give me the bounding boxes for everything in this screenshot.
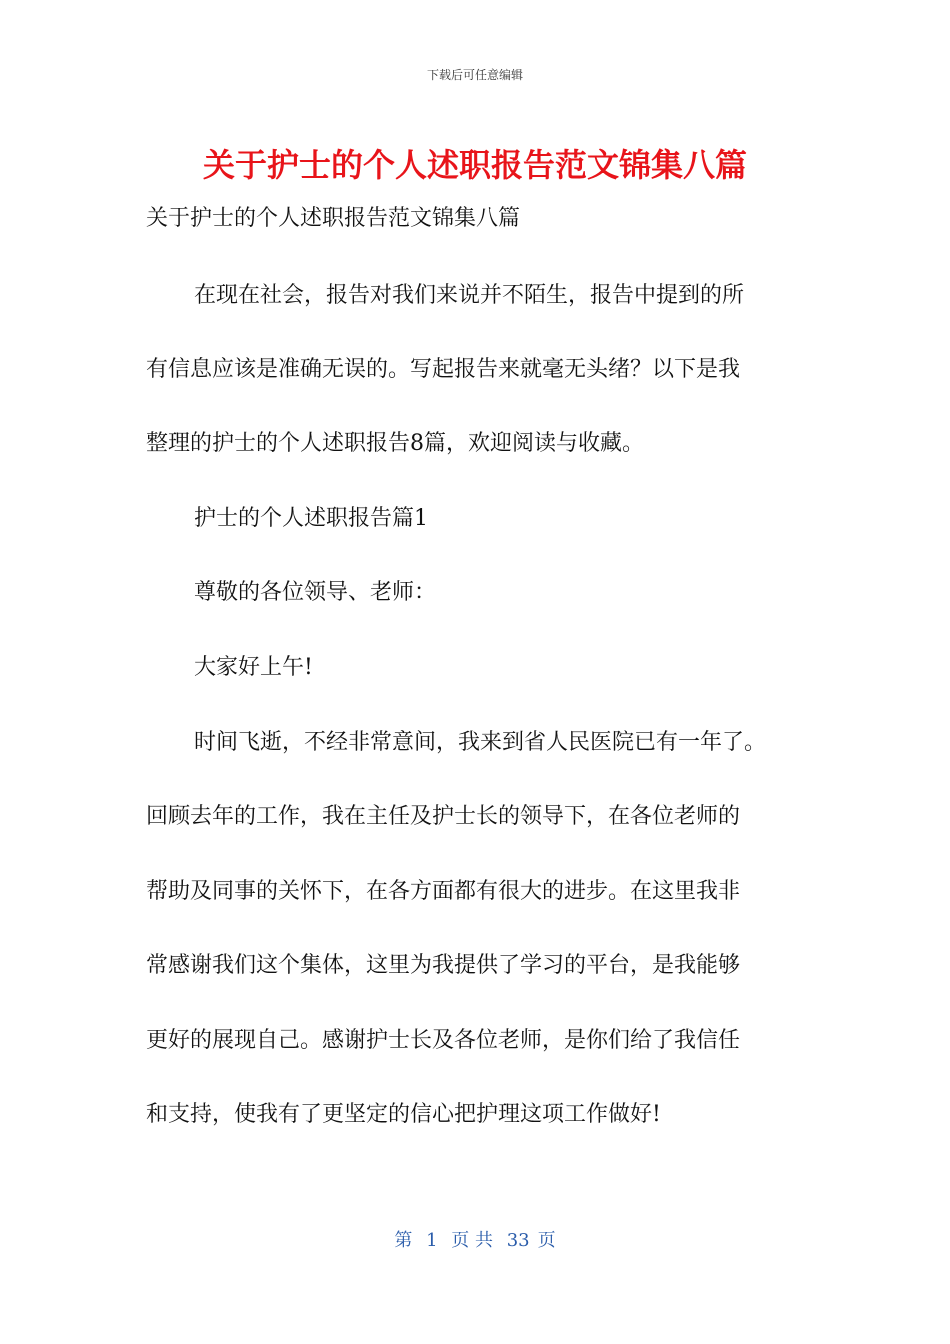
current-page-number: 1 [426, 1230, 438, 1251]
paragraph-line: 回顾去年的工作，我在主任及护士长的领导下，在各位老师的 [146, 804, 741, 829]
total-pages-number: 33 [506, 1230, 530, 1251]
paragraph-line: 在现在社会，报告对我们来说并不陌生，报告中提到的所 [194, 283, 745, 308]
paragraph-line: 更好的展现自己。感谢护士长及各位老师，是你们给了我信任 [146, 1028, 741, 1053]
document-title: 关于护士的个人述职报告范文锦集八篇 [202, 146, 747, 184]
footer-prefix: 第 [394, 1230, 413, 1251]
document-subtitle: 关于护士的个人述职报告范文锦集八篇 [146, 206, 521, 231]
paragraph-line: 常感谢我们这个集体，这里为我提供了学习的平台，是我能够 [146, 953, 741, 978]
paragraph-line: 整理的护士的个人述职报告8篇，欢迎阅读与收藏。 [146, 431, 644, 456]
footer-middle: 页 共 [451, 1230, 493, 1251]
paragraph-line: 时间飞逝，不经非常意间，我来到省人民医院已有一年了。 [194, 730, 767, 755]
greeting: 大家好上午! [194, 655, 313, 680]
paragraph-line: 和支持，使我有了更坚定的信心把护理这项工作做好! [146, 1102, 661, 1127]
salutation: 尊敬的各位领导、老师： [194, 580, 437, 605]
footer-suffix: 页 [537, 1230, 556, 1251]
section-heading: 护士的个人述职报告篇1 [194, 506, 428, 531]
paragraph-line: 帮助及同事的关怀下，在各方面都有很大的进步。在这里我非 [146, 879, 741, 904]
header-note: 下载后可任意编辑 [426, 68, 523, 82]
paragraph-line: 有信息应该是准确无误的。写起报告来就毫无头绪？以下是我 [146, 357, 741, 382]
page-footer [0, 1226, 950, 1252]
